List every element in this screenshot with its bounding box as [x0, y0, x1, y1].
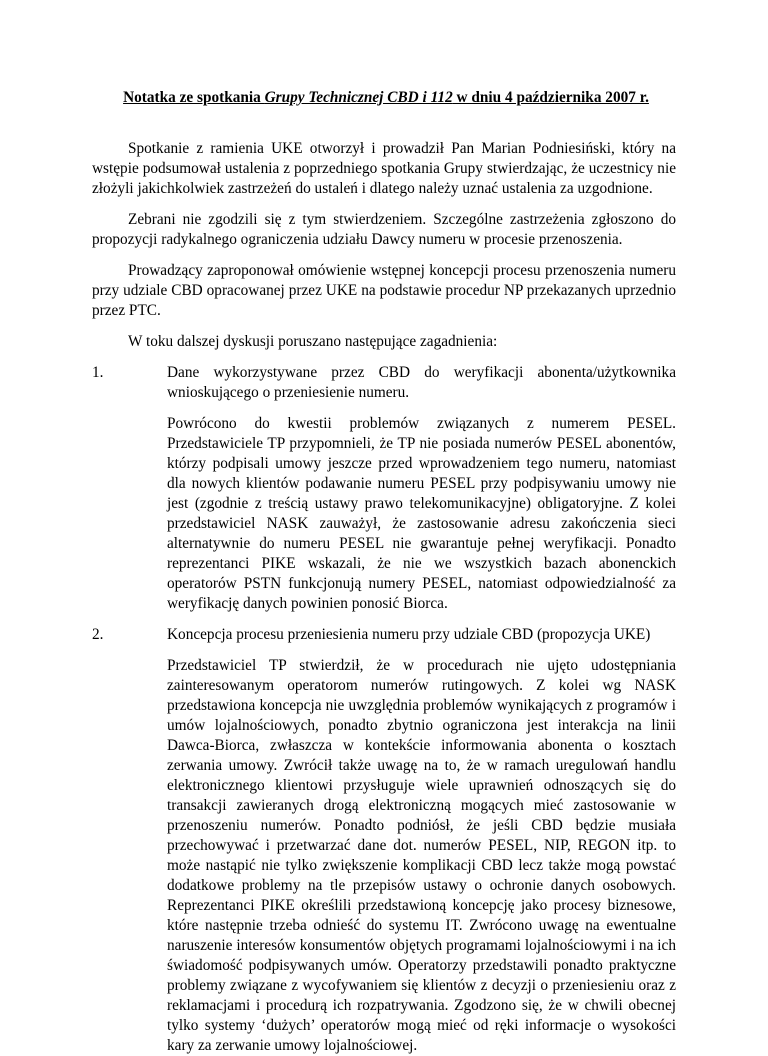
list-item	[92, 363, 676, 614]
list-item-body: Przedstawiciel TP stwierdził, że w procedurach nie ujęto udostępniania zainteresowanym operatorom numerów rutingowych. Z kolei wg NASK przedstawiona koncepcja nie uwzględnia problemów wynikających z programów i umów lojalnościowych, ponadto zbytnio ograniczona jest interakcja na linii Dawca-Biorca, zwłaszcza w kontekście informowania abonenta o kosztach zerwania umowy. Zwrócił także uwagę na to, że w ramach uregulowań handlu elektronicznego klientowi przysługuje wiele uprawnień odnoszących się do transakcji zawieranych drogą elektroniczną mogących mieć zastosowanie w przenoszeniu numerów. Ponadto podniósł, że jeśli CBD będzie musiała przechowywać i przetwarzać dane dot. numerów PESEL, NIP, REGON itp. to może nastąpić nie tylko zwiększenie komplikacji CBD lecz także mogą powstać dodatkowe problemy na tle przepisów ustawy o ochronie danych osobowych. Reprezentanci PIKE określili przedstawioną koncepcję jako procesy biznesowe, które następnie trzeba odnieść do systemu IT. Zwrócono uwagę na ewentualne naruszenie interesów konsumentów objętych programami lojalnościowymi i na ich świadomość podpisywanych umów. Operatorzy przedstawili ponadto praktyczne problemy związane z wycofywaniem się klientów z decyzji o przeniesieniu oraz z reklamacjami i procedurą ich rozpatrywania. Zgodzono się, że w chwili obecnej tylko systemy ‘dużych’ operatorów mogą mieć od ręki informacje o wysokości kary za zerwanie umowy lojalnościowej.	[167, 657, 676, 1054]
paragraph-proposal: Prowadzący zaproponował omówienie wstępnej koncepcji procesu przenoszenia numeru przy udziale CBD opracowanej przez UKE na podstawie procedur NP przekazanych uprzednio przez PTC.	[92, 262, 676, 319]
paragraph-discussion-intro: W toku dalszej dyskusji poruszano następujące zagadnienia:	[128, 333, 498, 350]
list-item	[92, 625, 676, 1056]
paragraph-objection: Zebrani nie zgodzili się z tym stwierdzeniem. Szczególne zastrzeżenia zgłoszono do propozycji radykalnego ograniczenia udziału Dawcy numeru w procesie przenoszenia.	[92, 211, 676, 248]
list-item-heading: Koncepcja procesu przeniesienia numeru przy udziale CBD (propozycja UKE)	[167, 626, 651, 643]
list-item-heading: Dane wykorzystywane przez CBD do weryfikacji abonenta/użytkownika wnioskującego o przeniesienie numeru.	[167, 364, 676, 401]
document-title	[92, 88, 676, 108]
list-item-body: Powrócono do kwestii problemów związanych z numerem PESEL. Przedstawiciele TP przypomnieli, że TP nie posiada numerów PESEL abonentów, którzy podpisali umowy jeszcze przed wprowadzeniem tego numeru, natomiast dla nowych klientów podawanie numeru PESEL przy podpisywaniu umowy nie jest (zgodnie z treścią ustawy prawo telekomunikacyjne) obligatoryjne. Z kolei przedstawiciel NASK zauważył, że zastosowanie adresu zakończenia sieci alternatywnie do numeru PESEL nie gwarantuje pełnej weryfikacji. Ponadto reprezentanci PIKE wskazali, że nie we wszystkich bazach abonenckich operatorów PSTN funkcjonują numery PESEL, natomiast odpowiedzialność za weryfikację danych powinien ponosić Biorca.	[167, 415, 676, 612]
paragraph-opening: Spotkanie z ramienia UKE otworzył i prowadził Pan Marian Podniesiński, który na wstępie podsumował ustalenia z poprzedniego spotkania Grupy stwierdzając, że uczestnicy nie złożyli jakichkolwiek zastrzeżeń do ustaleń i dlatego należy uznać ustalenia za uzgodnione.	[92, 140, 676, 197]
list-item-number: 2.	[92, 626, 104, 643]
title-group-name: Grupy Technicznej CBD i 112	[264, 89, 453, 106]
title-suffix: w dniu 4 października 2007 r.	[452, 89, 649, 106]
title-prefix: Notatka ze spotkania	[123, 89, 265, 106]
list-item-number: 1.	[92, 364, 104, 381]
